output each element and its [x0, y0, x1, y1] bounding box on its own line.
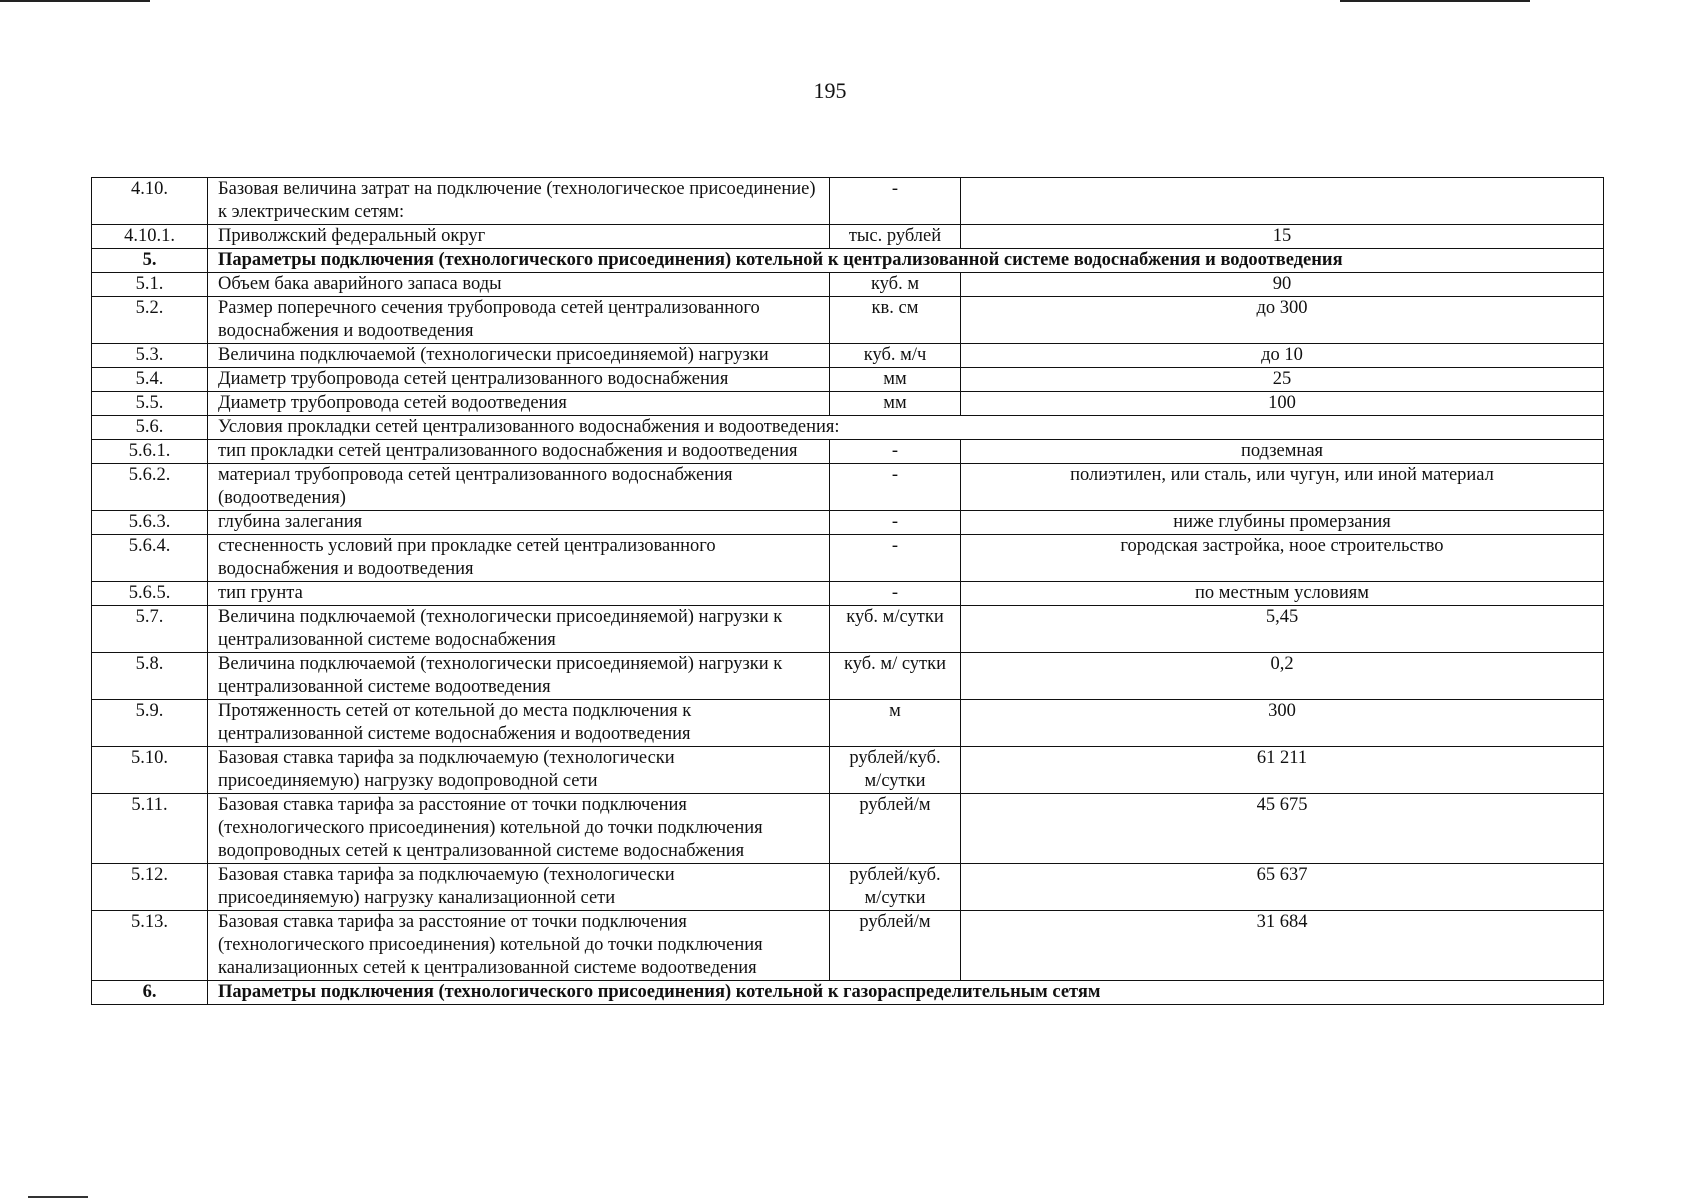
row-unit: - — [830, 511, 961, 535]
row-name: Величина подключаемой (технологически присоединяемой) нагрузки к централизованной системе водоотведения — [208, 653, 830, 700]
table-row — [92, 440, 1604, 464]
row-name: Базовая ставка тарифа за расстояние от точки подключения (технологического присоединения) котельной до точки подключения водопроводных сетей к централизованной системе водоснабжения — [208, 794, 830, 864]
parameters-table — [91, 177, 1604, 1005]
scan-mark-bottom-left — [28, 1196, 88, 1198]
row-name: глубина залегания — [208, 511, 830, 535]
row-number: 5.7. — [92, 606, 208, 653]
row-value: по местным условиям — [961, 582, 1604, 606]
table-body — [92, 178, 1604, 1005]
row-value: 0,2 — [961, 653, 1604, 700]
row-name: тип прокладки сетей централизованного водоснабжения и водоотведения — [208, 440, 830, 464]
row-name: стесненность условий при прокладке сетей централизованного водоснабжения и водоотведения — [208, 535, 830, 582]
row-value: городская застройка, ноое строительство — [961, 535, 1604, 582]
section-title: Параметры подключения (технологического присоединения) котельной к газораспределительным сетям — [208, 981, 1604, 1005]
row-value: 90 — [961, 273, 1604, 297]
table-row — [92, 535, 1604, 582]
row-unit: куб. м/ч — [830, 344, 961, 368]
row-name: Диаметр трубопровода сетей водоотведения — [208, 392, 830, 416]
row-name: Базовая величина затрат на подключение (технологическое присоединение) к электрическим сетям: — [208, 178, 830, 225]
row-number: 5.6.5. — [92, 582, 208, 606]
section-row — [92, 981, 1604, 1005]
row-unit: куб. м/ сутки — [830, 653, 961, 700]
group-title: Условия прокладки сетей централизованного водоснабжения и водоотведения: — [208, 416, 1604, 440]
row-value: 15 — [961, 225, 1604, 249]
row-name: Объем бака аварийного запаса воды — [208, 273, 830, 297]
section-number: 6. — [92, 981, 208, 1005]
row-value: до 10 — [961, 344, 1604, 368]
row-name: тип грунта — [208, 582, 830, 606]
row-number: 5.13. — [92, 911, 208, 981]
row-name: Величина подключаемой (технологически присоединяемой) нагрузки — [208, 344, 830, 368]
row-value: полиэтилен, или сталь, или чугун, или иной материал — [961, 464, 1604, 511]
row-number: 5.1. — [92, 273, 208, 297]
row-unit: тыс. рублей — [830, 225, 961, 249]
row-unit: - — [830, 178, 961, 225]
table-row — [92, 368, 1604, 392]
row-name: Протяженность сетей от котельной до места подключения к централизованной системе водоснабжения и водоотведения — [208, 700, 830, 747]
row-value — [961, 178, 1604, 225]
row-name: Базовая ставка тарифа за подключаемую (технологически присоединяемую) нагрузку канализационной сети — [208, 864, 830, 911]
table-row — [92, 794, 1604, 864]
scan-top-rule-right — [1340, 0, 1530, 2]
row-value: подземная — [961, 440, 1604, 464]
table-row — [92, 582, 1604, 606]
table-row — [92, 606, 1604, 653]
section-title: Параметры подключения (технологического присоединения) котельной к централизованной системе водоснабжения и водоотведения — [208, 249, 1604, 273]
row-number: 4.10. — [92, 178, 208, 225]
row-unit: рублей/м — [830, 911, 961, 981]
row-value: 5,45 — [961, 606, 1604, 653]
row-unit: - — [830, 464, 961, 511]
table-row — [92, 392, 1604, 416]
row-name: Диаметр трубопровода сетей централизованного водоснабжения — [208, 368, 830, 392]
row-unit: мм — [830, 368, 961, 392]
table-row — [92, 911, 1604, 981]
row-number: 5.5. — [92, 392, 208, 416]
row-number: 4.10.1. — [92, 225, 208, 249]
row-unit: куб. м/сутки — [830, 606, 961, 653]
row-name: Базовая ставка тарифа за подключаемую (технологически присоединяемую) нагрузку водопроводной сети — [208, 747, 830, 794]
scan-top-rule-left — [0, 0, 150, 2]
row-unit: - — [830, 582, 961, 606]
row-number: 5.11. — [92, 794, 208, 864]
row-number: 5.6.1. — [92, 440, 208, 464]
row-number: 5.9. — [92, 700, 208, 747]
row-number: 5.2. — [92, 297, 208, 344]
row-value: 100 — [961, 392, 1604, 416]
table-row — [92, 700, 1604, 747]
row-name: материал трубопровода сетей централизованного водоснабжения (водоотведения) — [208, 464, 830, 511]
table-row — [92, 344, 1604, 368]
document-table-container — [91, 177, 1603, 1005]
row-unit: м — [830, 700, 961, 747]
row-number: 5.8. — [92, 653, 208, 700]
row-number: 5.6.2. — [92, 464, 208, 511]
row-unit: рублей/куб. м/сутки — [830, 747, 961, 794]
section-row — [92, 249, 1604, 273]
row-value: 25 — [961, 368, 1604, 392]
row-value: 300 — [961, 700, 1604, 747]
table-row — [92, 297, 1604, 344]
row-unit: куб. м — [830, 273, 961, 297]
row-name: Базовая ставка тарифа за расстояние от точки подключения (технологического присоединения) котельной до точки подключения канализационных сетей к централизованной системе водоотведения — [208, 911, 830, 981]
row-number: 5.12. — [92, 864, 208, 911]
row-unit: мм — [830, 392, 961, 416]
table-row — [92, 178, 1604, 225]
row-unit: рублей/м — [830, 794, 961, 864]
table-row — [92, 273, 1604, 297]
row-number: 5.6.3. — [92, 511, 208, 535]
row-unit: - — [830, 535, 961, 582]
row-value: 31 684 — [961, 911, 1604, 981]
row-unit: кв. см — [830, 297, 961, 344]
row-value: 45 675 — [961, 794, 1604, 864]
row-name: Величина подключаемой (технологически присоединяемой) нагрузки к централизованной системе водоснабжения — [208, 606, 830, 653]
row-name: Размер поперечного сечения трубопровода сетей централизованного водоснабжения и водоотведения — [208, 297, 830, 344]
row-value: до 300 — [961, 297, 1604, 344]
row-unit: - — [830, 440, 961, 464]
row-number: 5.10. — [92, 747, 208, 794]
page-number: 195 — [813, 78, 847, 103]
table-row — [92, 225, 1604, 249]
table-row — [92, 864, 1604, 911]
row-unit: рублей/куб. м/сутки — [830, 864, 961, 911]
table-row — [92, 653, 1604, 700]
group-row — [92, 416, 1604, 440]
table-row — [92, 747, 1604, 794]
row-number: 5.6.4. — [92, 535, 208, 582]
row-number: 5.4. — [92, 368, 208, 392]
section-number: 5. — [92, 249, 208, 273]
row-name: Приволжский федеральный округ — [208, 225, 830, 249]
table-row — [92, 464, 1604, 511]
row-value: 61 211 — [961, 747, 1604, 794]
group-number: 5.6. — [92, 416, 208, 440]
row-number: 5.3. — [92, 344, 208, 368]
row-value: ниже глубины промерзания — [961, 511, 1604, 535]
table-row — [92, 511, 1604, 535]
row-value: 65 637 — [961, 864, 1604, 911]
